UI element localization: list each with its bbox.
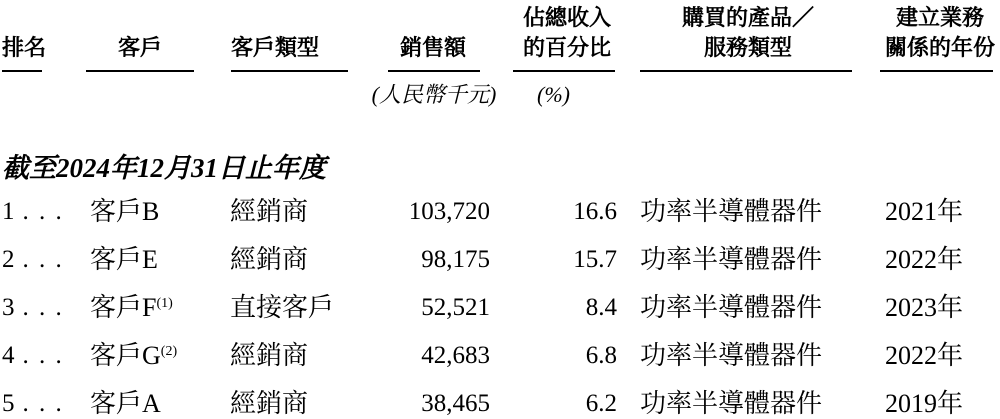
percent-unit-label: (%) bbox=[537, 82, 570, 107]
customer-type-cell: 經銷商 bbox=[230, 341, 309, 370]
rank-cell bbox=[0, 246, 80, 274]
product-cell: 功率半導體器件 bbox=[640, 389, 823, 418]
customer-type-cell: 經銷商 bbox=[230, 245, 309, 274]
col-header-percentage bbox=[490, 3, 617, 72]
leader-dots: . . . bbox=[22, 198, 64, 225]
leader-dots: . . . bbox=[22, 390, 64, 417]
rank-number: 2 bbox=[2, 246, 15, 273]
period-section-title: 截至2024年12月31日止年度 bbox=[2, 153, 326, 183]
customer-cell bbox=[80, 198, 200, 226]
product-cell: 功率半導體器件 bbox=[640, 245, 823, 274]
product-cell: 功率半導體器件 bbox=[640, 293, 823, 322]
percent-cell: 6.8 bbox=[585, 342, 617, 369]
customer-type-cell: 直接客戶 bbox=[230, 293, 335, 322]
table-row bbox=[0, 284, 1000, 332]
sales-cell: 52,521 bbox=[421, 294, 490, 321]
header-underline bbox=[388, 70, 480, 72]
product-cell: 功率半導體器件 bbox=[640, 197, 823, 226]
customer-name: 客戶G bbox=[90, 341, 161, 370]
customer-name: 客戶E bbox=[90, 245, 158, 274]
year-cell: 2022年 bbox=[885, 245, 964, 274]
product-cell: 功率半導體器件 bbox=[640, 341, 823, 370]
col-header-customer-type bbox=[200, 33, 350, 72]
col-header-rank bbox=[0, 33, 80, 72]
col-header-percentage-line2: 的百分比 bbox=[522, 35, 611, 60]
header-underline bbox=[513, 70, 615, 72]
rank-number: 3 bbox=[2, 294, 15, 321]
footnote-ref: (2) bbox=[160, 344, 178, 359]
col-header-year-line1: 建立業務 bbox=[895, 5, 984, 30]
rank-cell bbox=[0, 390, 80, 418]
col-header-percentage-line1: 佔總收入 bbox=[522, 5, 611, 30]
table-header-row bbox=[0, 0, 1000, 72]
customer-cell bbox=[80, 390, 200, 418]
rank-cell bbox=[0, 342, 80, 370]
header-underline bbox=[86, 70, 194, 72]
footnote-ref: (1) bbox=[156, 296, 173, 311]
header-underline bbox=[880, 70, 993, 72]
table-row bbox=[0, 332, 1000, 380]
rank-number: 4 bbox=[2, 342, 15, 369]
sales-cell: 38,465 bbox=[421, 390, 490, 417]
col-header-year bbox=[856, 3, 1000, 72]
customer-name: 客戶F bbox=[90, 293, 157, 322]
col-header-product-line2: 服務類型 bbox=[703, 35, 792, 60]
sales-cell: 42,683 bbox=[421, 342, 490, 369]
col-header-sales-label: 銷售額 bbox=[399, 35, 466, 60]
percent-cell: 8.4 bbox=[585, 294, 617, 321]
year-cell: 2022年 bbox=[885, 341, 964, 370]
header-underline bbox=[231, 70, 348, 72]
year-cell: 2021年 bbox=[885, 197, 964, 226]
col-header-product-line1: 購買的產品／ bbox=[681, 5, 814, 30]
customer-cell bbox=[80, 294, 200, 322]
sales-cell: 103,720 bbox=[408, 198, 490, 225]
customer-cell bbox=[80, 342, 200, 370]
header-underline bbox=[2, 70, 42, 72]
year-cell: 2019年 bbox=[885, 389, 964, 418]
header-underline bbox=[640, 70, 852, 72]
rank-number: 5 bbox=[2, 390, 15, 417]
leader-dots: . . . bbox=[22, 246, 64, 273]
rank-cell bbox=[0, 198, 80, 226]
customer-type-cell: 經銷商 bbox=[230, 197, 309, 226]
col-header-customer-label: 客戶 bbox=[117, 35, 162, 60]
rank-number: 1 bbox=[2, 198, 15, 225]
sales-cell: 98,175 bbox=[421, 246, 490, 273]
table-unit-row bbox=[0, 83, 1000, 107]
customer-name: 客戶A bbox=[90, 389, 161, 418]
customer-type-cell: 經銷商 bbox=[230, 389, 309, 418]
leader-dots: . . . bbox=[22, 342, 64, 369]
col-header-customer bbox=[80, 33, 200, 72]
leader-dots: . . . bbox=[22, 294, 64, 321]
table-body bbox=[0, 188, 1000, 419]
customer-cell bbox=[80, 246, 200, 274]
rank-cell bbox=[0, 294, 80, 322]
col-header-sales bbox=[350, 33, 490, 72]
table-row bbox=[0, 236, 1000, 284]
year-cell: 2023年 bbox=[885, 293, 964, 322]
col-header-rank-label: 排名 bbox=[2, 35, 47, 60]
table-row bbox=[0, 380, 1000, 419]
col-header-year-line2: 關係的年份 bbox=[884, 35, 995, 60]
percent-cell: 16.6 bbox=[573, 198, 617, 225]
sales-unit-label: (人民幣千元) bbox=[371, 82, 497, 107]
col-header-product bbox=[617, 3, 856, 72]
percent-cell: 15.7 bbox=[573, 246, 617, 273]
percent-cell: 6.2 bbox=[585, 390, 617, 417]
col-header-customer-type-label: 客戶類型 bbox=[230, 35, 319, 60]
table-row bbox=[0, 188, 1000, 236]
customer-name: 客戶B bbox=[90, 197, 160, 226]
